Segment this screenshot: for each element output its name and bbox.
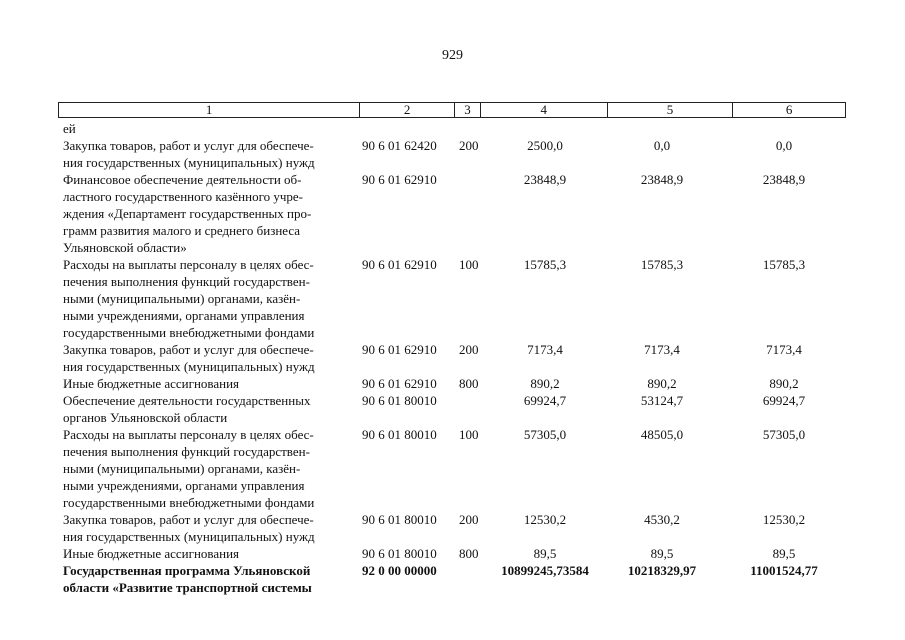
row-value-col4: 57305,0 xyxy=(523,427,567,442)
table-row xyxy=(0,137,905,171)
row-value-col4: 12530,2 xyxy=(523,512,567,527)
row-name-line: Расходы на выплаты персоналу в целях обес- xyxy=(63,257,314,272)
row-code: 92 0 00 00000 xyxy=(362,563,437,578)
row-name-line: Закупка товаров, работ и услуг для обеспече- xyxy=(63,512,314,527)
row-code: 90 6 01 80010 xyxy=(362,546,437,561)
row-value-col6: 12530,2 xyxy=(762,512,806,527)
row-name-line: Закупка товаров, работ и услуг для обеспече- xyxy=(63,342,314,357)
row-code: 90 6 01 62910 xyxy=(362,342,437,357)
row-name-line: Иные бюджетные ассигнования xyxy=(63,376,240,391)
row-name xyxy=(63,511,353,545)
table-row xyxy=(0,375,905,392)
table-row xyxy=(0,341,905,375)
row-value-col4: 2500,0 xyxy=(527,138,563,153)
row-name-line: ей xyxy=(63,121,76,136)
row-value-col6: 69924,7 xyxy=(762,393,806,408)
row-code: 90 6 01 80010 xyxy=(362,393,437,408)
row-name-line: ния государственных (муниципальных) нужд xyxy=(63,155,315,170)
row-name-line: ными учреждениями, органами управления xyxy=(63,478,305,493)
table-row xyxy=(0,256,905,341)
row-value-col6: 15785,3 xyxy=(762,257,806,272)
row-name-line: ными учреждениями, органами управления xyxy=(63,308,305,323)
row-code: 90 6 01 62910 xyxy=(362,376,437,391)
row-code: 90 6 01 62910 xyxy=(362,257,437,272)
row-value-col4: 23848,9 xyxy=(523,172,567,187)
row-value-col5: 10218329,97 xyxy=(627,563,697,578)
row-expense-type: 100 xyxy=(459,427,479,442)
column-header-1: 1 xyxy=(59,103,360,117)
row-name xyxy=(63,256,353,341)
row-name xyxy=(63,137,353,171)
row-name-line: ния государственных (муниципальных) нужд xyxy=(63,529,315,544)
row-name-line: печения выполнения функций государствен- xyxy=(63,444,310,459)
row-name-line: Обеспечение деятельности государственных xyxy=(63,393,311,408)
row-value-col6: 89,5 xyxy=(772,546,796,561)
row-code: 90 6 01 62420 xyxy=(362,138,437,153)
row-name-line: Ульяновской области» xyxy=(63,240,187,255)
row-value-col4: 890,2 xyxy=(530,376,560,391)
row-name-line: области «Развитие транспортной системы xyxy=(63,580,312,595)
row-name xyxy=(63,341,353,375)
table-row xyxy=(0,171,905,256)
row-name xyxy=(63,120,353,137)
page-number: 929 xyxy=(442,48,463,63)
row-value-col5: 15785,3 xyxy=(640,257,684,272)
column-header-3: 3 xyxy=(455,103,481,117)
row-value-col5: 890,2 xyxy=(647,376,677,391)
row-name-line: органов Ульяновской области xyxy=(63,410,228,425)
row-value-col5: 23848,9 xyxy=(640,172,684,187)
row-name-line: Закупка товаров, работ и услуг для обеспече- xyxy=(63,138,314,153)
row-name-line: ными (муниципальными) органами, казён- xyxy=(63,291,301,306)
row-name-line: ждения «Департамент государственных про- xyxy=(63,206,312,221)
row-code: 90 6 01 80010 xyxy=(362,512,437,527)
row-value-col4: 10899245,73584 xyxy=(501,563,589,578)
row-value-col5: 53124,7 xyxy=(640,393,684,408)
row-code: 90 6 01 80010 xyxy=(362,427,437,442)
row-value-col6: 7173,4 xyxy=(766,342,802,357)
row-value-col4: 89,5 xyxy=(533,546,557,561)
row-name-line: Иные бюджетные ассигнования xyxy=(63,546,240,561)
row-expense-type: 200 xyxy=(459,342,479,357)
table-row xyxy=(0,562,905,596)
row-name xyxy=(63,392,353,426)
row-value-col5: 4530,2 xyxy=(644,512,680,527)
row-name-line: государственными внебюджетными фондами xyxy=(63,325,315,340)
row-value-col6: 23848,9 xyxy=(762,172,806,187)
row-expense-type: 100 xyxy=(459,257,479,272)
row-name-line: ластного государственного казённого учре- xyxy=(63,189,303,204)
row-name xyxy=(63,375,353,392)
row-value-col5: 7173,4 xyxy=(644,342,680,357)
column-header-2: 2 xyxy=(360,103,455,117)
row-expense-type: 800 xyxy=(459,376,479,391)
column-header-5: 5 xyxy=(608,103,734,117)
table-column-header xyxy=(58,102,846,118)
row-name-line: грамм развития малого и среднего бизнеса xyxy=(63,223,301,238)
table-row xyxy=(0,511,905,545)
row-name-line: ными (муниципальными) органами, казён- xyxy=(63,461,301,476)
row-expense-type: 200 xyxy=(459,512,479,527)
table-row xyxy=(0,392,905,426)
row-value-col5: 48505,0 xyxy=(640,427,684,442)
row-name-line: печения выполнения функций государствен- xyxy=(63,274,310,289)
column-header-6: 6 xyxy=(785,102,793,117)
table-row xyxy=(0,545,905,562)
row-name-line: Расходы на выплаты персоналу в целях обес- xyxy=(63,427,314,442)
row-value-col5: 89,5 xyxy=(650,546,674,561)
row-name-line: государственными внебюджетными фондами xyxy=(63,495,315,510)
row-name-line: Финансовое обеспечение деятельности об- xyxy=(63,172,302,187)
row-value-col5: 0,0 xyxy=(653,138,671,153)
row-name xyxy=(63,562,353,596)
row-name xyxy=(63,171,353,256)
row-name-line: Государственная программа Ульяновской xyxy=(63,563,311,578)
column-header-4: 4 xyxy=(481,103,608,117)
row-value-col6: 11001524,77 xyxy=(750,563,818,578)
row-value-col6: 890,2 xyxy=(769,376,799,391)
table-row xyxy=(0,120,905,137)
row-name xyxy=(63,545,353,562)
row-value-col6: 57305,0 xyxy=(762,427,806,442)
row-value-col6: 0,0 xyxy=(775,138,793,153)
row-value-col4: 15785,3 xyxy=(523,257,567,272)
budget-table-body xyxy=(0,120,905,596)
row-name-line: ния государственных (муниципальных) нужд xyxy=(63,359,315,374)
row-expense-type: 200 xyxy=(459,138,479,153)
table-row xyxy=(0,426,905,511)
row-code: 90 6 01 62910 xyxy=(362,172,437,187)
row-value-col4: 7173,4 xyxy=(527,342,563,357)
row-value-col4: 69924,7 xyxy=(523,393,567,408)
row-expense-type: 800 xyxy=(459,546,479,561)
row-name xyxy=(63,426,353,511)
